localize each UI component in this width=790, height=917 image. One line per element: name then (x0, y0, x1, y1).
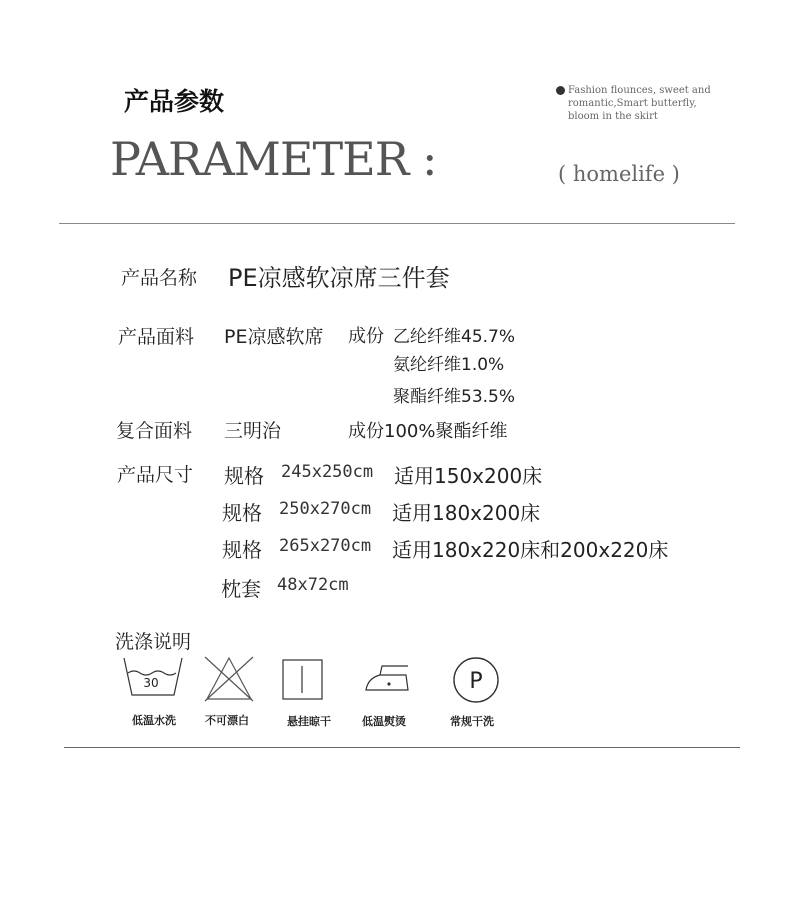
care-title: 洗涤说明 (115, 631, 192, 653)
size-dim: 250x270cm (279, 499, 372, 519)
bullet-icon (556, 86, 565, 95)
page-title-en: PARAMETER : (110, 132, 437, 186)
wash-temperature: 30 (143, 676, 159, 690)
pillowcase-dim: 48x72cm (277, 575, 349, 595)
size-fit: 适用150x200床 (394, 464, 543, 488)
size-dim: 265x270cm (279, 536, 372, 556)
fabric-component: 聚酯纤维53.5% (393, 387, 516, 407)
care-label-wash: 低温水洗 (132, 714, 176, 727)
divider-bottom (64, 747, 740, 748)
iron-low-icon (362, 660, 412, 694)
hang-dry-icon (282, 659, 324, 701)
page-title: 产品参数 (124, 87, 225, 116)
size-name: 规格 (222, 538, 262, 562)
care-label-hang-dry: 悬挂晾干 (287, 715, 331, 728)
fabric-label: 产品面料 (118, 326, 195, 348)
composite-fabric-label: 复合面料 (116, 420, 193, 442)
size-fit: 适用180x220床和200x220床 (392, 538, 669, 562)
sizes-label: 产品尺寸 (117, 464, 194, 486)
composite-fabric-value: 三明治 (224, 420, 282, 442)
brand-name: ( homelife ) (558, 162, 680, 186)
dry-clean-p-icon (452, 656, 500, 704)
size-dim: 245x250cm (281, 462, 374, 482)
tagline: Fashion flounces, sweet and romantic,Smart butterfly, bloom in the skirt (568, 85, 711, 122)
size-fit: 适用180x200床 (392, 501, 541, 525)
no-bleach-icon (203, 655, 255, 703)
fabric-value: PE凉感软席 (224, 326, 324, 348)
care-label-iron: 低温熨烫 (362, 715, 406, 728)
composition-label: 成份 (348, 326, 384, 347)
product-name-value: PE凉感软凉席三件套 (228, 264, 450, 292)
dry-clean-symbol: P (469, 669, 483, 694)
product-name-label: 产品名称 (121, 267, 198, 289)
fabric-component: 氨纶纤维1.0% (393, 355, 505, 375)
composite-composition: 成份100%聚酯纤维 (348, 421, 508, 442)
wash-30-icon (118, 655, 188, 700)
pillowcase-name: 枕套 (221, 577, 261, 601)
care-label-dry-clean: 常规干洗 (450, 715, 494, 728)
size-name: 规格 (224, 464, 264, 488)
size-name: 规格 (222, 501, 262, 525)
fabric-component: 乙纶纤维45.7% (393, 327, 516, 347)
divider-top (59, 223, 735, 224)
care-label-no-bleach: 不可漂白 (205, 714, 249, 727)
